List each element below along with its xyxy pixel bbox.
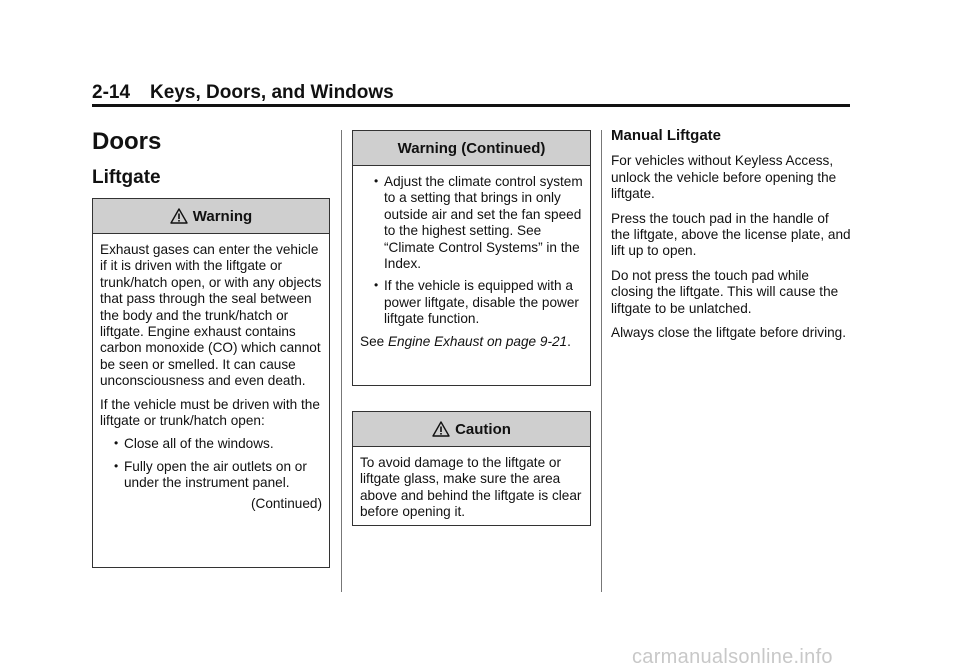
warning-continued-header [353, 131, 590, 166]
warning-continued-body [353, 166, 590, 363]
warning-box-body [93, 234, 329, 518]
see-reference [360, 334, 583, 350]
caution-box-header [353, 412, 590, 447]
heading-liftgate: Liftgate [92, 167, 161, 188]
warning-continued-bullet-list [360, 174, 583, 328]
manual-liftgate-paragraph: For vehicles without Keyless Access, unlock the vehicle before opening the liftgate. [611, 153, 837, 202]
see-prefix: See [360, 333, 388, 349]
warning-paragraph-2: If the vehicle must be driven with the liftgate or trunk/hatch open: [100, 396, 320, 429]
caution-box-body [353, 447, 590, 534]
warning-box-header [93, 199, 329, 234]
heading-doors: Doors [92, 128, 162, 155]
section-title: Keys, Doors, and Windows [150, 82, 394, 103]
heading-manual-liftgate: Manual Liftgate [611, 127, 722, 144]
warning-bullet-list [100, 436, 322, 491]
continued-label: (Continued) [250, 495, 322, 511]
caution-title: Caution [455, 420, 511, 438]
column-divider-right [601, 130, 602, 592]
warning-paragraph-1: Exhaust gases can enter the vehicle if it is driven with the liftgate or trunk/hatch open, or with any objects that pass through the seal between the body and the trunk/hatch or liftgate. Engine exhaust contains carbon monoxide (CO) which cannot be seen or smelled. It can cause unconsciousness and even death. [100, 242, 322, 389]
caution-box [352, 411, 591, 526]
header-rule [92, 104, 850, 107]
manual-liftgate-section [611, 128, 851, 349]
see-suffix: . [567, 333, 571, 349]
warning-continued-box [352, 130, 591, 386]
column-divider-left [341, 130, 342, 592]
warning-triangle-icon [170, 208, 188, 224]
list-item: • Fully open the air outlets on or under the instrument panel. [116, 459, 322, 492]
manual-liftgate-paragraph: Do not press the touch pad while closing the liftgate. This will cause the liftgate to be unlatched. [611, 267, 839, 316]
watermark: carmanualsonline.info [632, 646, 833, 668]
list-item: • If the vehicle is equipped with a power liftgate, disable the power liftgate function. [376, 278, 583, 327]
manual-liftgate-paragraph: Always close the liftgate before driving. [611, 325, 846, 341]
page-header [92, 82, 850, 104]
warning-title: Warning [192, 207, 253, 225]
list-item: • Close all of the windows. [116, 436, 322, 452]
header-text [92, 82, 850, 104]
see-reference-link[interactable]: Engine Exhaust on page 9-21 [387, 333, 568, 349]
page-number: 2-14 [92, 82, 131, 103]
warning-continued-title: Warning (Continued) [397, 139, 546, 157]
list-item: • Adjust the climate control system to a setting that brings in only outside air and set the fan speed to the highest setting. See “Climate Control Systems” in the Index. [376, 174, 583, 272]
caution-triangle-icon [432, 421, 450, 437]
caution-text: To avoid damage to the liftgate or liftgate glass, make sure the area above and behind the liftgate is clear before opening it. [360, 455, 582, 520]
manual-liftgate-paragraph: Press the touch pad in the handle of the liftgate, above the license plate, and lift up to open. [611, 210, 851, 259]
warning-box [92, 198, 330, 568]
